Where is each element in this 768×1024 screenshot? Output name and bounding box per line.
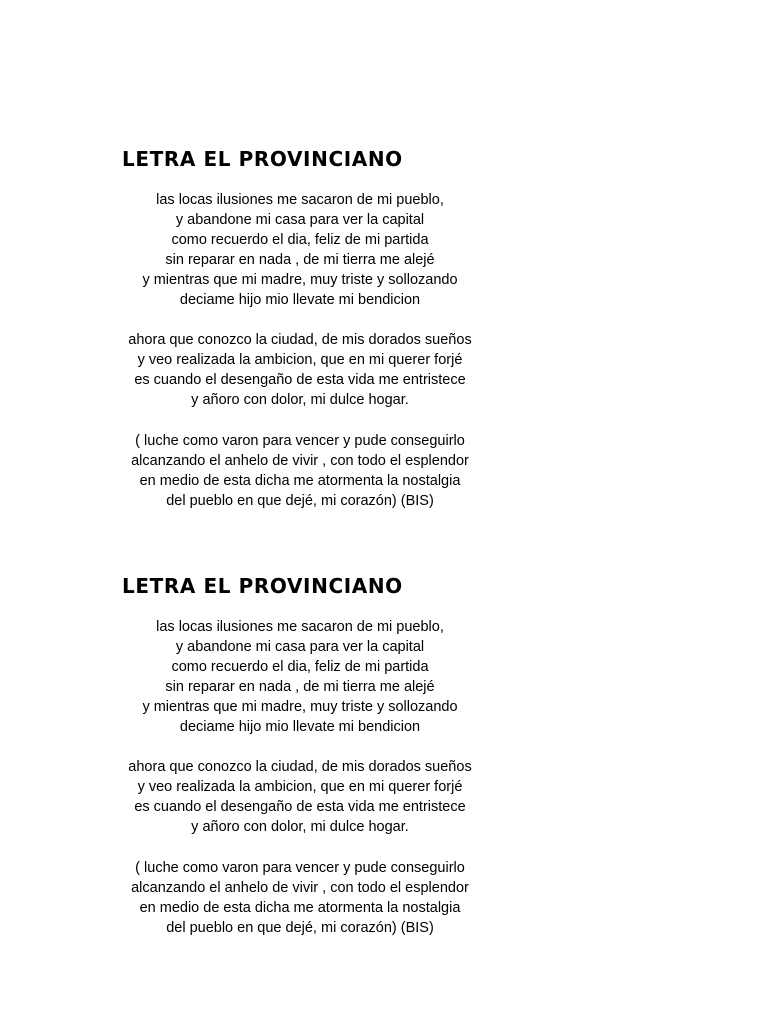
lyric-line: ( luche como varon para vencer y pude conseguirlo	[135, 433, 465, 449]
lyric-line: en medio de esta dicha me atormenta la nostalgia	[139, 473, 461, 490]
lyric-line: como recuerdo el dia, feliz de mi partida	[171, 659, 429, 676]
lyric-line: y abandone mi casa para ver la capital	[175, 212, 425, 229]
lyric-line: ahora que conozco la ciudad, de mis dorados sueños	[128, 759, 472, 775]
lyric-line: alcanzando el anhelo de vivir , con todo el esplendor	[131, 453, 469, 470]
lyric-line: y veo realizada la ambicion, que en mi querer forjé	[137, 779, 463, 796]
lyric-line: y mientras que mi madre, muy triste y sollozando	[142, 272, 458, 289]
lyric-line: en medio de esta dicha me atormenta la nostalgia	[139, 900, 461, 917]
stanza	[0, 431, 600, 511]
lyric-line: deciame hijo mio llevate mi bendicion	[179, 719, 421, 736]
lyric-line: del pueblo en que dejé, mi corazón) (BIS)	[166, 920, 434, 937]
lyric-line: es cuando el desengaño de esta vida me entristece	[134, 372, 466, 389]
lyric-line: sin reparar en nada , de mi tierra me alejé	[165, 252, 435, 269]
lyric-line: las locas ilusiones me sacaron de mi pueblo,	[156, 192, 444, 208]
lyric-line: y veo realizada la ambicion, que en mi querer forjé	[137, 352, 463, 369]
stanza	[0, 858, 600, 938]
song-title: LETRA EL PROVINCIANO	[122, 574, 403, 598]
lyric-line: y añoro con dolor, mi dulce hogar.	[191, 819, 409, 836]
lyric-line: deciame hijo mio llevate mi bendicion	[179, 292, 421, 309]
lyric-line: ahora que conozco la ciudad, de mis dorados sueños	[128, 332, 472, 348]
lyric-line: sin reparar en nada , de mi tierra me alejé	[165, 679, 435, 696]
stanza	[0, 757, 600, 837]
lyric-line: del pueblo en que dejé, mi corazón) (BIS)	[166, 493, 434, 510]
lyric-line: como recuerdo el dia, feliz de mi partida	[171, 232, 429, 249]
lyric-line: ( luche como varon para vencer y pude conseguirlo	[135, 860, 465, 876]
stanza	[0, 617, 600, 738]
lyric-line: y añoro con dolor, mi dulce hogar.	[191, 392, 409, 409]
lyric-line: y mientras que mi madre, muy triste y sollozando	[142, 699, 458, 716]
song-title: LETRA EL PROVINCIANO	[122, 147, 403, 171]
lyric-line: y abandone mi casa para ver la capital	[175, 639, 425, 656]
lyric-line: las locas ilusiones me sacaron de mi pueblo,	[156, 619, 444, 635]
stanza	[0, 190, 600, 311]
lyric-line: alcanzando el anhelo de vivir , con todo el esplendor	[131, 880, 469, 897]
lyric-line: es cuando el desengaño de esta vida me entristece	[134, 799, 466, 816]
stanza	[0, 330, 600, 410]
